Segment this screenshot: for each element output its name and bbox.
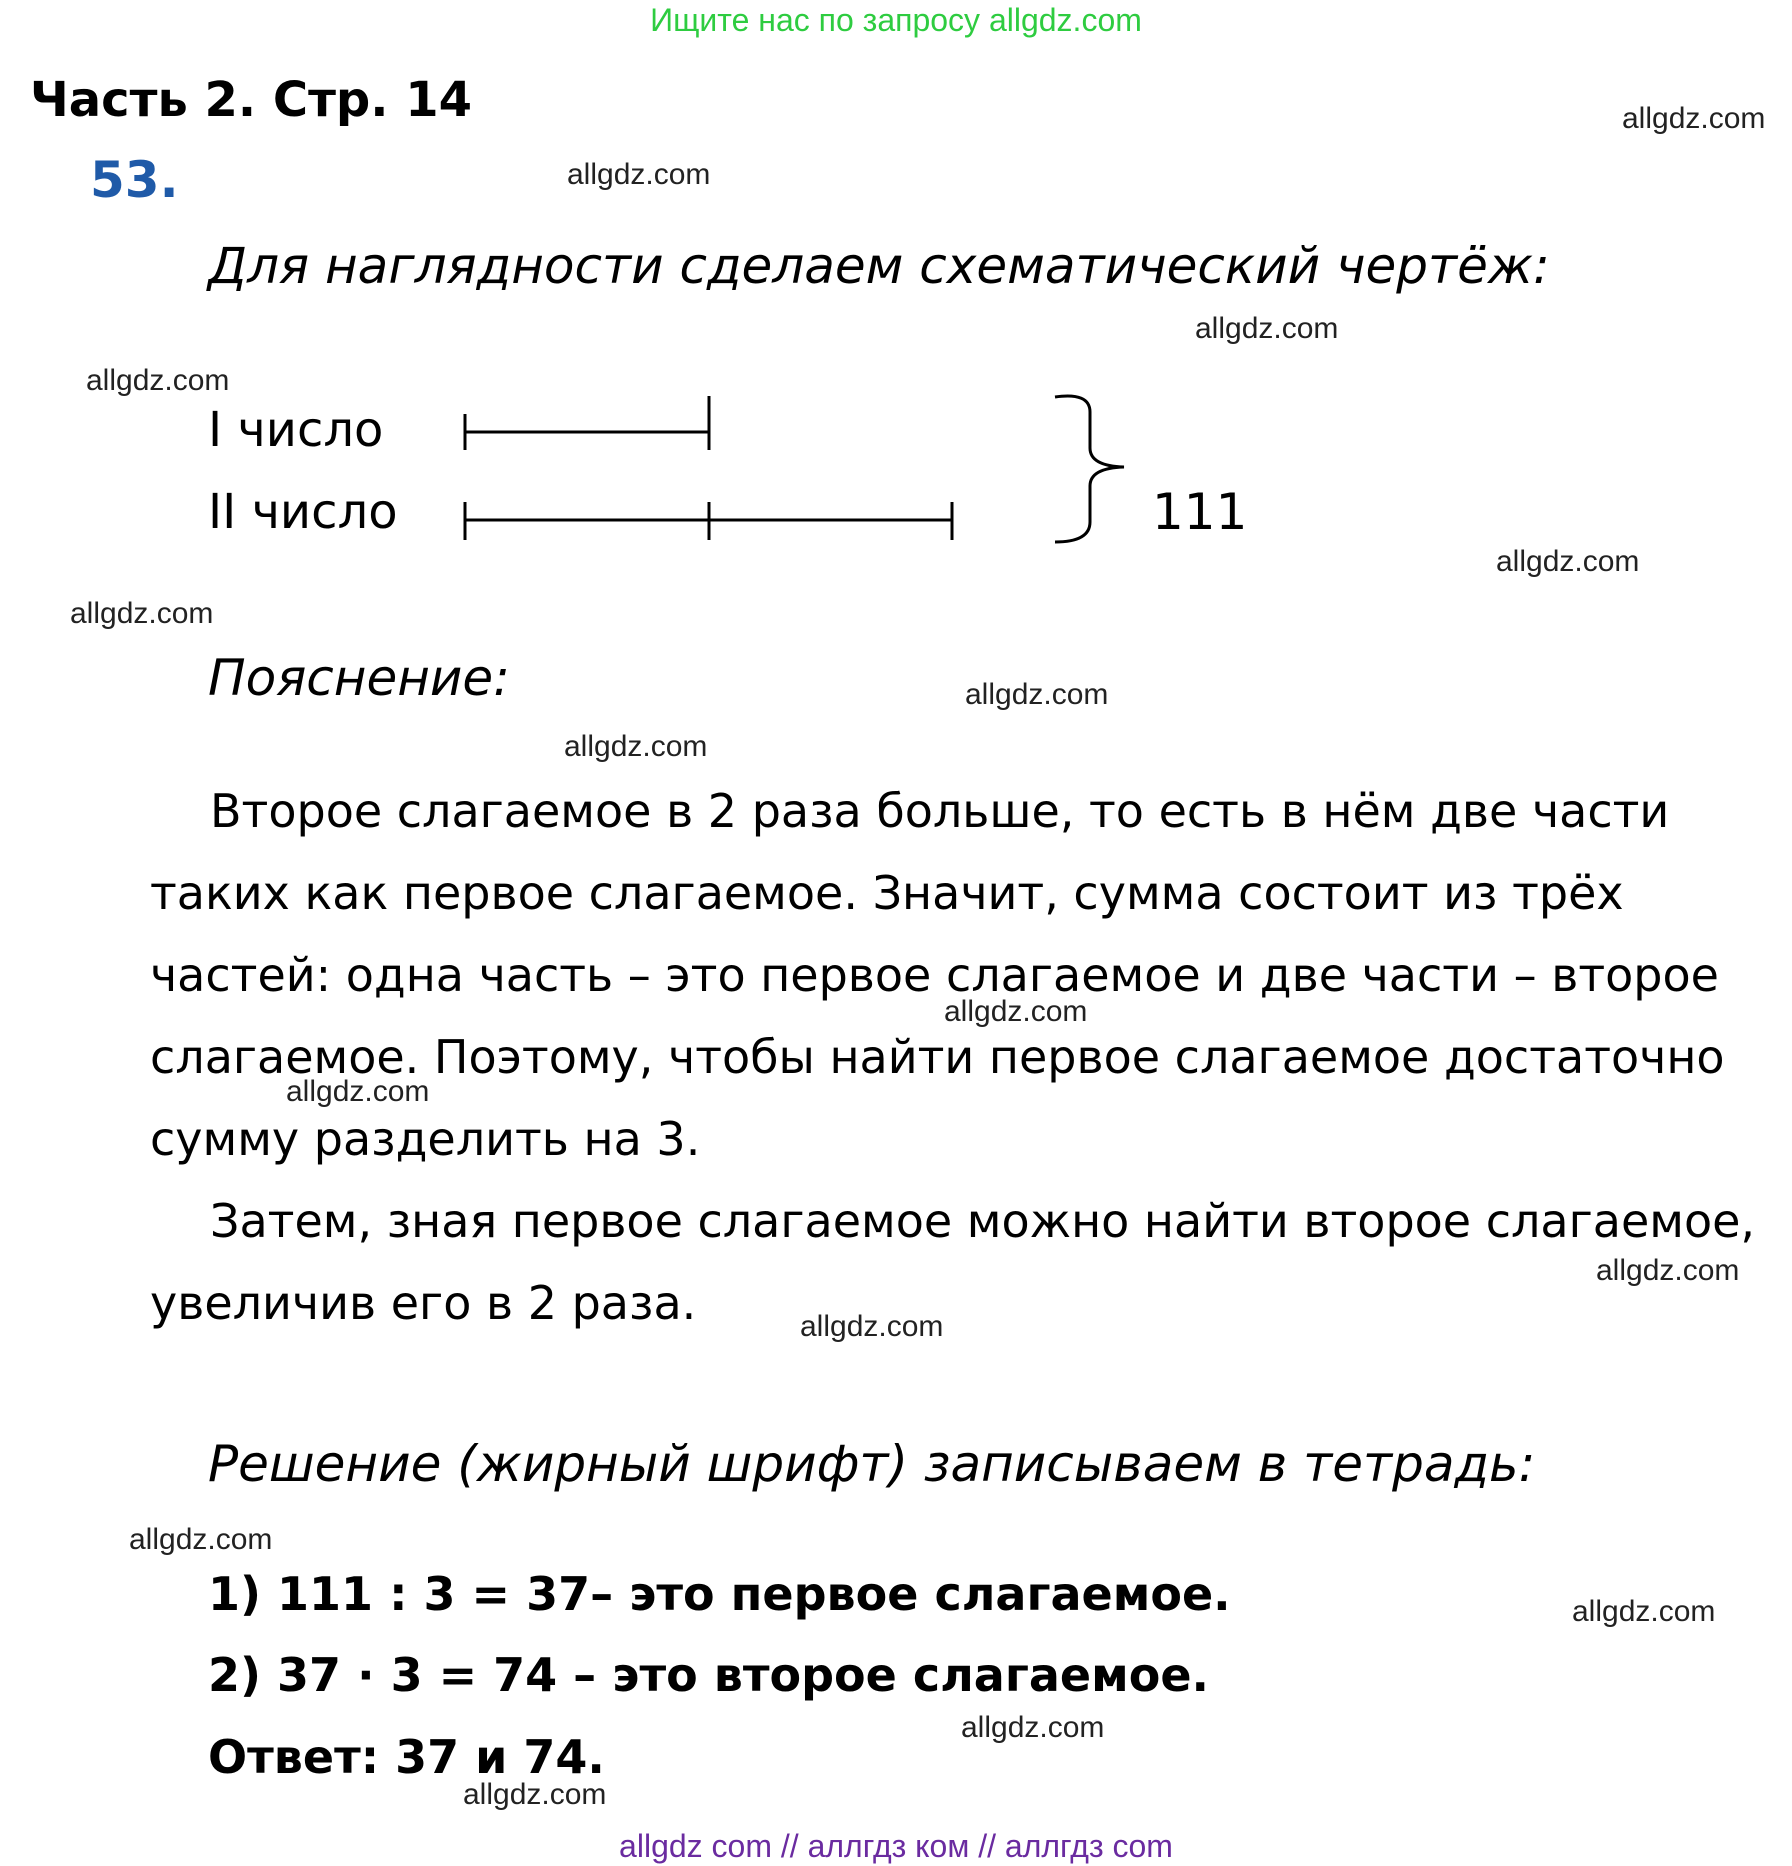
watermark: allgdz.com [965,678,1109,711]
scheme-heading: Для наглядности сделаем схематический чертёж: [208,237,1550,295]
second-number-label: II число [208,484,398,540]
watermark: allgdz.com [1496,545,1640,578]
solution-answer: Ответ: 37 и 74. [208,1730,605,1784]
watermark: allgdz.com [567,158,711,191]
task-number: 53. [90,151,179,209]
solution-step-1: 1) 111 : 3 = 37– это первое слагаемое. [208,1567,1231,1621]
top-banner: Ищите нас по запросу allgdz.com [650,2,1142,38]
first-number-label: I число [208,402,384,458]
explanation-paragraph: Затем, зная первое слагаемое можно найти второе слагаемое, увеличив его в 2 раза. [150,1194,1756,1330]
watermark: allgdz.com [1622,102,1766,135]
watermark: allgdz.com [129,1523,273,1556]
watermark: allgdz.com [1195,312,1339,345]
watermark: allgdz.com [286,1075,430,1108]
solution-step-2: 2) 37 · 3 = 74 – это второе слагаемое. [208,1648,1209,1702]
watermark: allgdz.com [1572,1595,1716,1628]
explanation-heading: Пояснение: [208,649,511,707]
watermark: allgdz.com [961,1711,1105,1744]
watermark: allgdz.com [463,1778,607,1811]
watermark: allgdz.com [564,730,708,763]
watermark: allgdz.com [1596,1254,1740,1287]
explanation-text [150,770,1780,1344]
page-title: Часть 2. Стр. 14 [30,72,473,128]
watermark: allgdz.com [944,995,1088,1028]
explanation-paragraph: Второе слагаемое в 2 раза больше, то есть в нём две части таких как первое слагаемое. Значит, сумма состоит из трёх частей: одна часть – это первое слагаемое и две части – второе слагаемое. Поэтому, чтобы найти первое слагаемое достаточно сумму разделить на 3. [150,784,1725,1166]
sum-brace [1055,396,1124,542]
sum-value: 111 [1152,483,1248,541]
solution-heading: Решение (жирный шрифт) записываем в тетрадь: [208,1435,1536,1493]
watermark: allgdz.com [70,597,214,630]
footer: allgdz com // аллгдз ком // аллгдз com [619,1828,1173,1864]
watermark: allgdz.com [86,364,230,397]
watermark: allgdz.com [800,1310,944,1343]
